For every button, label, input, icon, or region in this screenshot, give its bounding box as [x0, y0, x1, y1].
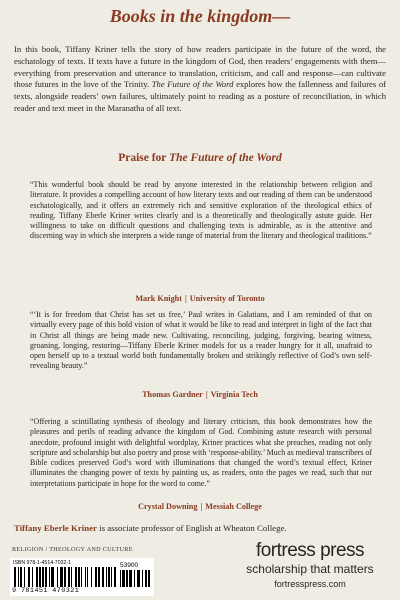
attribution-separator: | — [184, 294, 187, 303]
endorser-name: Crystal Downing — [138, 502, 198, 511]
praise-prefix: Praise for — [118, 152, 170, 164]
endorser-institution: Virginia Tech — [210, 390, 258, 399]
barcode-bars-icon — [14, 567, 116, 587]
barcode-addon-bars-icon — [120, 570, 150, 587]
description-part-2: explores how the fallenness and failures of texts, alongside readers’ own failures, ultimately point to reading as a posture of reconciliation, in which reader and text meet in the Maranatha of all text. — [14, 79, 387, 113]
endorser-name: Mark Knight — [135, 294, 182, 303]
price-code: 53900 — [120, 562, 139, 569]
description-part-1: In this book, Tiffany Kriner tells the story of how readers participate in the future of the word, the eschatology of texts. If texts have a future in the kingdom of God, then readers’ engagements with them—everything from preservation and utterance to translation, criticism, and call and response—can cultivate those futures in the love of the Trinity. — [14, 44, 386, 90]
publisher-name: fortress press — [255, 540, 365, 561]
isbn-text: ISBN 978-1-4514-7032-1 — [13, 560, 71, 566]
author-name: Tiffany Eberle Kriner — [14, 523, 97, 533]
endorsement-attribution — [0, 390, 400, 399]
barcode — [10, 558, 154, 596]
subject-category: RELIGION / THEOLOGY AND CULTURE — [12, 546, 133, 553]
barcode-digits: 9 781451 470321 — [12, 587, 80, 595]
endorser-institution: Messiah College — [205, 502, 262, 511]
endorsement-quote: “‘It is for freedom that Christ has set us free,’ Paul writes in Galatians, and I am reminded of that on virtually every page of this bold vision of what it would be like to read and interpret in light of the fact that in Christ all things are being made new. Cultivating, reconciling, judging, forgiving, bearing witness, groaning, longing, restoring—Tiffany Eberle Kriner models for us a reader hungry for it all, unafraid to open herself up to a textual world both fundamentally broken and strikingly reflective of God’s own self-revealing beauty.” — [30, 310, 372, 371]
endorsement-quote: “Offering a scintillating synthesis of theology and literary criticism, this book demonstrates how the pleasures and perils of reading advance the kingdom of God. Combining astute research with personal anecdote, profound insight with delightful wordplay, Kriner practices what she preaches, reading not only scripture and scholarship but also poetry and prose with ‘response-ability.’ Much as medieval transcribers of Bible codices preserved God’s word with illuminations that changed the word’s textual effect, Kriner illuminates the changing power of texts by painting us, as readers, onto the pages we read, such that our interpretations participate in hope for the word to come.” — [30, 417, 372, 488]
endorsement-attribution — [0, 294, 400, 303]
attribution-separator: | — [205, 390, 208, 399]
endorsement-quote: “This wonderful book should be read by anyone interested in the relationship between religion and literature. It provides a compelling account of how literary texts and our reading of them can be understood eschatologically, and it offers an extremely rich and sensitive exploration of the theological ethics of reading. Tiffany Eberle Kriner writes clearly and is a theoretically and theologically astute guide. Her willingness to take on difficult questions and challenging texts is admirable, as is the attentive and discerning way in which she interprets a wide range of material from the literary and theological traditions.” — [30, 180, 372, 241]
publisher-tagline: scholarship that matters — [246, 562, 374, 576]
praise-book-title: The Future of the Word — [169, 152, 282, 164]
attribution-separator: | — [200, 502, 203, 511]
book-description — [14, 44, 386, 115]
publisher-website: fortresspress.com — [274, 579, 346, 589]
author-bio — [14, 523, 386, 533]
publisher-block — [230, 540, 390, 591]
description-book-title: The Future of the Word — [151, 79, 234, 90]
praise-heading — [0, 152, 400, 164]
endorser-institution: University of Toronto — [189, 294, 265, 303]
endorser-name: Thomas Gardner — [142, 390, 203, 399]
endorsement-attribution — [0, 502, 400, 511]
headline: Books in the kingdom— — [109, 6, 291, 26]
author-bio-text: is associate professor of English at Wheaton College. — [96, 523, 287, 533]
